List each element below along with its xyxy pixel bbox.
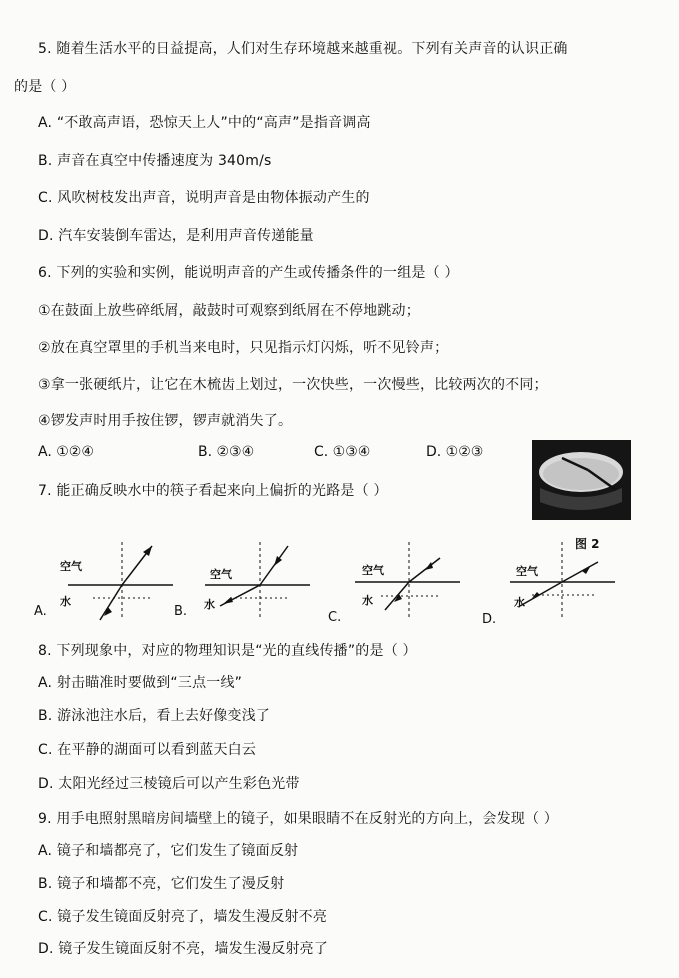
diagram-a-letter: A. [34, 604, 47, 619]
diagram-c-air-label: 空气 [362, 564, 384, 577]
figure-2-photo [532, 440, 631, 520]
q6-stem: 6. 下列的实验和实例，能说明声音的产生或传播条件的一组是（ ） [38, 265, 459, 281]
q5-stem-line2: 的是（ ） [14, 79, 76, 95]
q5-stem-line1: 5. 随着生活水平的日益提高，人们对生存环境越来越重视。下列有关声音的认识正确 [38, 41, 568, 57]
diagram-b-letter: B. [174, 604, 188, 619]
diagram-c-letter: C. [328, 610, 342, 625]
diagram-a [48, 540, 178, 625]
diagram-a-water-label: 水 [60, 595, 71, 608]
diagram-b [190, 540, 320, 625]
q6-item-4: ④锣发声时用手按住锣，锣声就消失了。 [38, 413, 293, 429]
diagram-b-air-label: 空气 [210, 568, 232, 581]
diagram-d-letter: D. [482, 612, 497, 627]
figure-2-label: 图 2 [575, 537, 600, 551]
q5-option-b: B. 声音在真空中传播速度为 340m/s [38, 153, 272, 169]
q9-option-b: B. 镜子和墙都不亮，它们发生了漫反射 [38, 876, 285, 892]
q6-option-d: D. ①②③ [426, 444, 484, 460]
diagram-d-air-label: 空气 [516, 565, 538, 578]
q9-option-a: A. 镜子和墙都亮了，它们发生了镜面反射 [38, 843, 299, 859]
q6-options [38, 444, 483, 460]
q8-stem: 8. 下列现象中，对应的物理知识是“光的直线传播”的是（ ） [38, 643, 417, 659]
q5-option-d: D. 汽车安装倒车雷达，是利用声音传递能量 [38, 228, 314, 244]
q8-option-b: B. 游泳池注水后，看上去好像变浅了 [38, 708, 271, 724]
q6-item-3: ③拿一张硬纸片，让它在木梳齿上划过，一次快些，一次慢些，比较两次的不同； [38, 377, 548, 393]
q7-stem: 7. 能正确反映水中的筷子看起来向上偏折的光路是（ ） [38, 483, 388, 499]
q9-stem: 9. 用手电照射黑暗房间墙壁上的镜子，如果眼睛不在反射光的方向上，会发现（ ） [38, 811, 559, 827]
q5-option-c: C. 风吹树枝发出声音，说明声音是由物体振动产生的 [38, 190, 370, 206]
q8-option-d: D. 太阳光经过三棱镜后可以产生彩色光带 [38, 776, 300, 792]
q6-item-2: ②放在真空罩里的手机当来电时，只见指示灯闪烁，听不见铃声； [38, 340, 449, 356]
q6-item-1: ①在鼓面上放些碎纸屑，敲鼓时可观察到纸屑在不停地跳动； [38, 303, 420, 319]
q9-option-c: C. 镜子发生镜面反射亮了，墙发生漫反射不亮 [38, 909, 328, 925]
diagram-c-water-label: 水 [362, 594, 373, 607]
chopstick-in-water-image [532, 440, 631, 520]
q6-option-b: B. ②③④ [198, 444, 255, 460]
diagram-d [500, 540, 630, 625]
q8-option-a: A. 射击瞄准时要做到“三点一线” [38, 675, 243, 691]
q8-option-c: C. 在平静的湖面可以看到蓝天白云 [38, 742, 257, 758]
diagram-d-water-label: 水 [514, 596, 525, 609]
diagram-c [345, 540, 475, 625]
q6-option-a: A. ①②④ [38, 444, 94, 460]
q6-option-c: C. ①③④ [314, 444, 371, 460]
q5-option-a: A. “不敢高声语，恐惊天上人”中的“高声”是指音调高 [38, 115, 371, 131]
diagram-b-water-label: 水 [204, 598, 215, 611]
q9-option-d: D. 镜子发生镜面反射不亮，墙发生漫反射亮了 [38, 941, 329, 957]
diagram-a-air-label: 空气 [60, 560, 82, 573]
